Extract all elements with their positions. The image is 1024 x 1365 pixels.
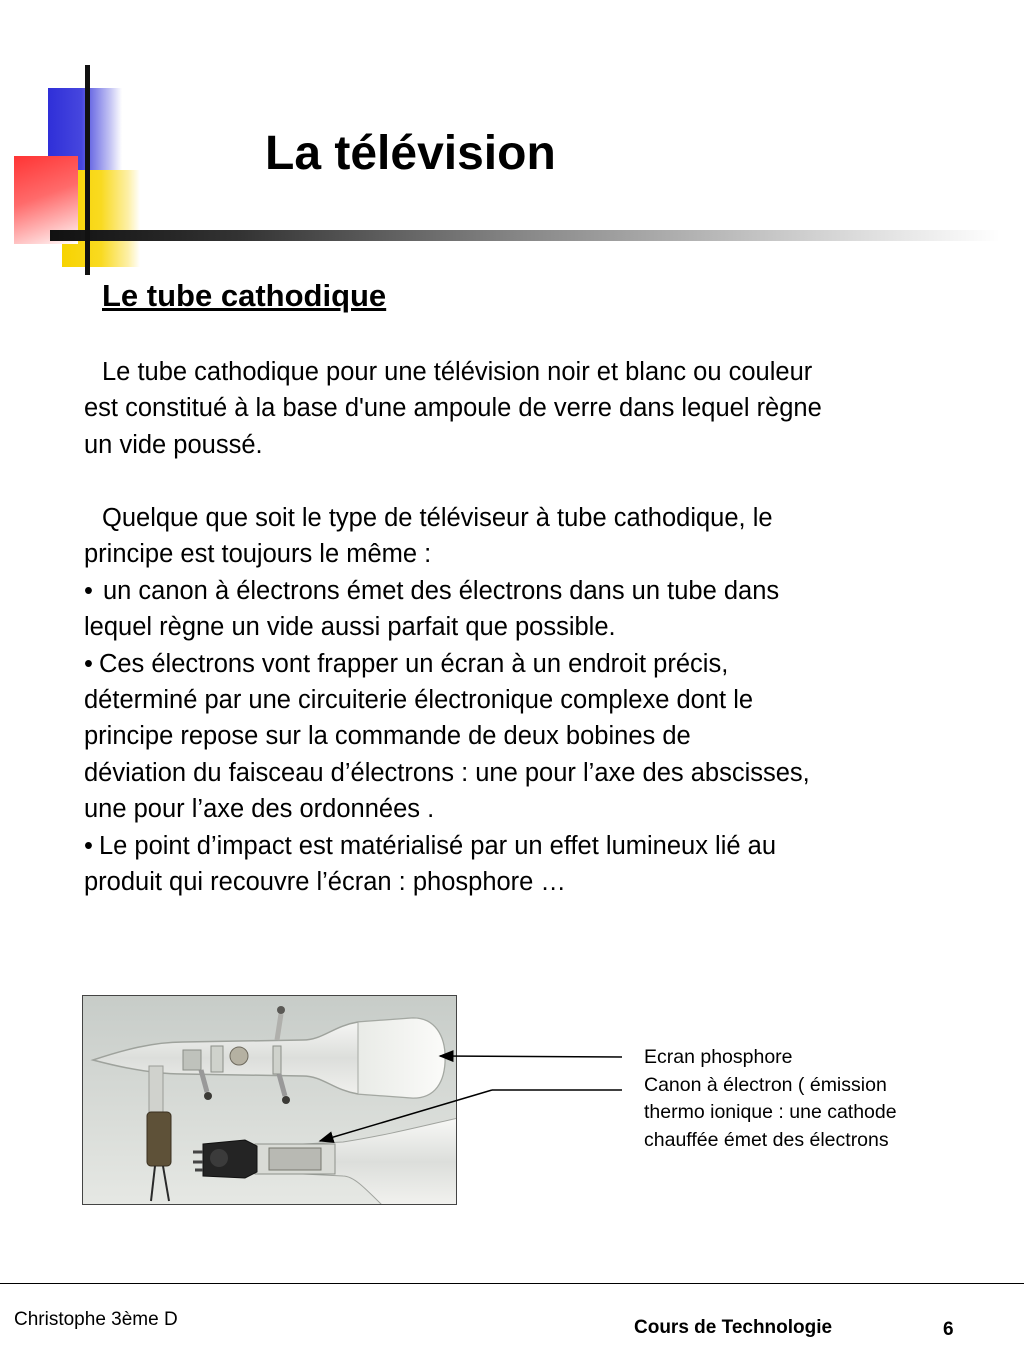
arrow-screen bbox=[440, 1056, 622, 1057]
footer-course: Cours de Technologie bbox=[634, 1317, 833, 1338]
text-line: Ces électrons vont frapper un écran à un endroit précis, bbox=[98, 649, 729, 678]
text-line: déviation du faisceau d’électrons : une pour l’axe des abscisses, bbox=[84, 758, 810, 787]
arrow-gun bbox=[320, 1090, 492, 1141]
page-number: 6 bbox=[943, 1319, 954, 1340]
text-line: une pour l’axe des ordonnées . bbox=[84, 795, 435, 824]
text-line: un vide poussé. bbox=[84, 430, 263, 459]
callout-screen-label: Ecran phosphore bbox=[644, 1046, 793, 1068]
text-line: chauffée émet des électrons bbox=[644, 1128, 889, 1151]
text-line: Le point d’impact est matérialisé par un effet lumineux lié au bbox=[98, 831, 777, 860]
footer-divider bbox=[0, 1283, 1024, 1284]
text-line: Le tube cathodique pour une télévision noir et blanc ou couleur bbox=[102, 358, 813, 386]
section-heading: Le tube cathodique bbox=[102, 278, 387, 313]
text-line: lequel règne un vide aussi parfait que possible. bbox=[84, 613, 616, 642]
footer-author: Christophe 3ème D bbox=[14, 1309, 178, 1330]
bullet-icon: • bbox=[84, 576, 93, 605]
callout-gun-label bbox=[644, 1072, 897, 1154]
text-line: principe repose sur la commande de deux bobines de bbox=[84, 722, 691, 751]
slide-title: La télévision bbox=[265, 127, 556, 180]
text-line: Quelque que soit le type de téléviseur à tube cathodique, le bbox=[102, 504, 773, 532]
text-line: Canon à électron ( émission bbox=[644, 1074, 887, 1096]
text-line: un canon à électrons émet des électrons dans un tube dans bbox=[102, 576, 780, 605]
text-line: est constitué à la base d'une ampoule de verre dans lequel règne bbox=[84, 394, 822, 423]
text-line: principe est toujours le même : bbox=[84, 540, 432, 569]
text-line: produit qui recouvre l’écran : phosphore … bbox=[84, 868, 566, 897]
text-line: thermo ionique : une cathode bbox=[644, 1101, 897, 1124]
bullet-icon: • bbox=[84, 649, 93, 678]
text-line: déterminé par une circuiterie électronique complexe dont le bbox=[84, 686, 754, 715]
bullet-icon: • bbox=[84, 831, 93, 860]
